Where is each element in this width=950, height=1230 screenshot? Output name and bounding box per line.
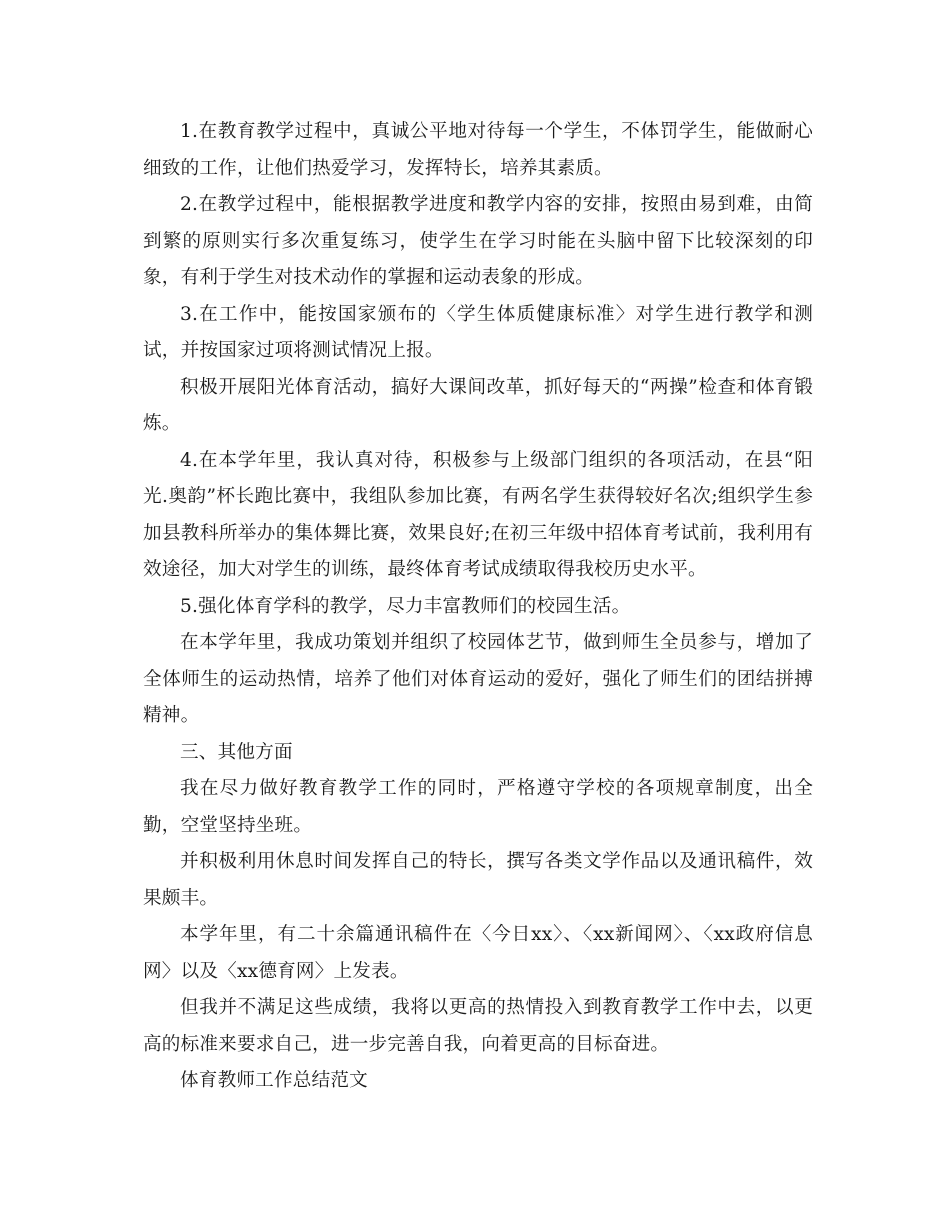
document-body [143, 114, 813, 1100]
paragraph-publications: 本学年里，有二十余篇通讯稿件在〈今日xx〉、〈xx新闻网〉、〈xx政府信息网〉以及〈xx德育网〉上发表。 [143, 924, 813, 982]
paragraph-arts-festival: 在本学年里，我成功策划并组织了校园体艺节，做到师生全员参与，增加了全体师生的运动热情，培养了他们对体育运动的爱好，强化了师生们的团结拼搏精神。 [143, 632, 813, 726]
paragraph-sunshine-sports: 积极开展阳光体育活动，搞好大课间改革，抓好每天的“两操”检查和体育锻炼。 [143, 376, 813, 434]
paragraph-rules: 我在尽力做好教育教学工作的同时，严格遵守学校的各项规章制度，出全勤，空堂坚持坐班。 [143, 778, 813, 836]
paragraph-item-2: 2.在教学过程中，能根据教学进度和教学内容的安排，按照由易到难，由简到繁的原则实行多次重复练习，使学生在学习时能在头脑中留下比较深刻的印象，有利于学生对技术动作的掌握和运动表象的形成。 [143, 194, 813, 288]
paragraph-item-4: 4.在本学年里，我认真对待，积极参与上级部门组织的各项活动，在县“阳光.奥韵”杯长跑比赛中，我组队参加比赛，有两名学生获得较好名次;组织学生参加县教科所举办的集体舞比赛，效果良好;在初三年级中招体育考试前，我利用有效途径，加大对学生的训练，最终体育考试成绩取得我校历史水平。 [143, 449, 813, 580]
paragraph-item-5: 5.强化体育学科的教学，尽力丰富教师们的校园生活。 [180, 595, 631, 617]
paragraph-item-1: 1.在教育教学过程中，真诚公平地对待每一个学生，不体罚学生，能做耐心细致的工作，让他们热爱学习，发挥特长，培养其素质。 [143, 121, 813, 179]
section-heading-other: 三、其他方面 [180, 741, 293, 763]
paragraph-closing-title: 体育教师工作总结范文 [180, 1070, 368, 1091]
paragraph-writing: 并积极利用休息时间发挥自己的特长，撰写各类文学作品以及通讯稿件，效果颇丰。 [143, 851, 813, 909]
paragraph-item-3: 3.在工作中，能按国家颁布的〈学生体质健康标准〉对学生进行教学和测试，并按国家过项将测试情况上报。 [143, 303, 813, 361]
paragraph-outlook: 但我并不满足这些成绩，我将以更高的热情投入到教育教学工作中去，以更高的标准来要求自己，进一步完善自我，向着更高的目标奋进。 [143, 997, 813, 1055]
